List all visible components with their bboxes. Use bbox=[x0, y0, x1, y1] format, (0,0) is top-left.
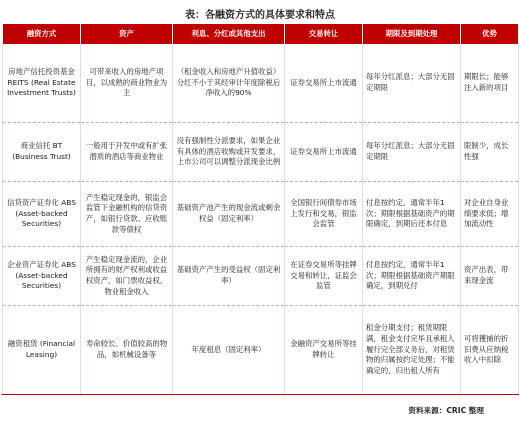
table-row bbox=[3, 306, 519, 395]
cell-method: 商业信托 BT (Business Trust) bbox=[3, 123, 81, 182]
cell-asset: 一般用于开发中或有扩张潜质的酒店等商业物业 bbox=[81, 123, 173, 182]
cell-transfer: 证券交易所上市流通 bbox=[285, 123, 363, 182]
cell-term: 付息按约定，通常半年1次；期限根据基础资产的期限确定，到期后还本付息 bbox=[363, 182, 461, 247]
cell-advantage: 资产出表，带来现金流 bbox=[461, 247, 519, 306]
cell-term: 每年分红派息；大部分无固定期限 bbox=[363, 123, 461, 182]
cell-term: 租金分期支付；租赁期限满，租金支付完毕且承租人履行完全部义务后，对租赁物的归属按约定处理；不能确定的，归出租人所有 bbox=[363, 306, 461, 395]
cell-interest: 基础资产池产生的现金流或剩余权益（固定利率） bbox=[173, 182, 285, 247]
table-row bbox=[3, 182, 519, 247]
cell-interest: 没有强制性分派要求，如果企业有具体的酒店收购或开发要求，上市公司可以调整分派现金比例 bbox=[173, 123, 285, 182]
cell-method: 企业资产证券化 ABS (Asset-backed Securities) bbox=[3, 247, 81, 306]
cell-transfer: 金融资产交易所等挂牌转让 bbox=[285, 306, 363, 395]
table-title: 表：各融资方式的具体要求和特点 bbox=[185, 10, 335, 21]
source-note: 资料来源：CRIC 整理 bbox=[408, 406, 484, 415]
cell-term: 每年分红派息；大部分无固定期限 bbox=[363, 44, 461, 123]
table-row bbox=[3, 44, 519, 123]
header-row bbox=[3, 24, 519, 44]
table-row bbox=[3, 123, 519, 182]
cell-method: 信贷资产证券化 ABS (Asset-backed Securities) bbox=[3, 182, 81, 247]
header-transfer: 交易转让 bbox=[285, 24, 363, 44]
header-term: 期限及到期处理 bbox=[363, 24, 461, 44]
cell-advantage: 期限长；能够注入新的项目 bbox=[461, 44, 519, 123]
cell-transfer: 在证券交易所等挂牌交易和转让，证监会监管 bbox=[285, 247, 363, 306]
cell-transfer: 全国银行间债券市场上发行和交易，银监会监管 bbox=[285, 182, 363, 247]
cell-interest: （租金收入和房地产升值收益）分红不小于其经审计年度除税后净收入的90% bbox=[173, 44, 285, 123]
cell-asset: 产生稳定现金的，银监会监管下金融机构的信贷资产，如银行贷款、应收账款等债权 bbox=[81, 182, 173, 247]
cell-method: 融资租赁 (Financial Leasing) bbox=[3, 306, 81, 395]
table-row bbox=[3, 247, 519, 306]
cell-interest: 基础资产产生的受益权（固定利率） bbox=[173, 247, 285, 306]
header-method: 融资方式 bbox=[3, 24, 81, 44]
financing-table bbox=[2, 24, 519, 395]
header-asset: 资产 bbox=[81, 24, 173, 44]
cell-transfer: 证券交易所上市流通 bbox=[285, 44, 363, 123]
cell-advantage: 限制少，成长性强 bbox=[461, 123, 519, 182]
cell-method: 房地产信托投资基金 REITS (Real Estate Investment Trusts) bbox=[3, 44, 81, 123]
cell-advantage: 可将獲捕的折旧费从应纳税收入中扣除 bbox=[461, 306, 519, 395]
cell-interest: 年度租息（固定利率） bbox=[173, 306, 285, 395]
cell-asset: 寿命较长、价值较高的物品，如机械设备等 bbox=[81, 306, 173, 395]
cell-advantage: 对企业自身业绩要求低；增加流动性 bbox=[461, 182, 519, 247]
cell-term: 付息按约定，通常半年1次；期限根据基础资产期限确定，到期兑付 bbox=[363, 247, 461, 306]
cell-asset: 产生稳定现金流的，企业所拥有的财产权利或收益权资产，如门票收益权、物业租金收入 bbox=[81, 247, 173, 306]
header-advantage: 优势 bbox=[461, 24, 519, 44]
cell-asset: 可带来收入的房地产项目，以成熟的商业物业为主 bbox=[81, 44, 173, 123]
header-interest: 利息、分红或其他支出 bbox=[173, 24, 285, 44]
